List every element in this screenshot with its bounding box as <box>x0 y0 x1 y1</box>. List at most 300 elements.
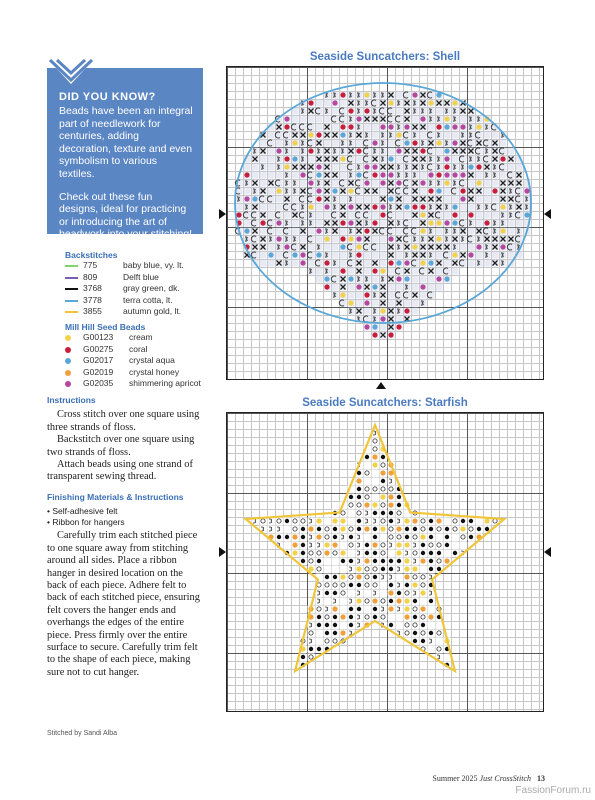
stitch-cell <box>363 140 370 147</box>
stitch-cell <box>331 116 338 123</box>
stitch-cell <box>420 108 427 115</box>
stitch-cell <box>348 574 355 581</box>
stitch-cell <box>283 204 290 211</box>
stitch-cell <box>356 100 363 107</box>
stitch-cell <box>380 124 387 131</box>
stitch-cell <box>372 494 379 501</box>
stitch-cell <box>396 148 403 155</box>
stitch-cell <box>332 284 339 291</box>
stitch-cell <box>308 132 315 139</box>
stitch-cell <box>380 140 387 147</box>
legend-code: 3778 <box>83 294 102 305</box>
stitch-cell <box>332 196 339 203</box>
stitch-cell <box>356 92 363 99</box>
stitch-cell <box>436 116 443 123</box>
stitch-cell <box>492 156 499 163</box>
stitch-cell <box>524 204 531 211</box>
stitch-cell <box>412 188 419 195</box>
stitch-cell <box>340 252 347 259</box>
stitch-cell <box>452 196 459 203</box>
stitch-cell <box>444 558 451 565</box>
stitch-cell <box>340 236 347 243</box>
stitch-cell <box>403 92 410 99</box>
stitch-cell <box>404 534 411 541</box>
stitch-cell <box>260 236 267 243</box>
stitch-cell <box>276 518 283 525</box>
legend-name: crystal honey <box>129 366 180 377</box>
stitch-cell <box>436 534 443 541</box>
stitch-cell <box>483 156 490 163</box>
did-you-know-paragraph-1: Beads have been an integral part of needlework for centuries, adding decoration, texture and even symbolism to various textiles. <box>59 105 193 180</box>
stitch-cell <box>412 252 419 259</box>
stitch-cell <box>452 260 459 267</box>
stitch-cell <box>276 526 283 533</box>
stitch-cell <box>275 180 282 187</box>
stitch-cell <box>300 172 307 179</box>
stitch-cell <box>340 566 347 573</box>
stitch-cell <box>324 124 331 131</box>
stitch-cell <box>244 236 251 243</box>
stitch-cell <box>284 196 291 203</box>
stitch-cell <box>276 220 283 227</box>
stitch-cell <box>300 220 307 227</box>
stitch-cell <box>452 100 459 107</box>
stitch-cell <box>396 236 403 243</box>
stitch-cell <box>356 550 363 557</box>
stitch-cell <box>268 236 275 243</box>
stitch-cell <box>324 614 331 621</box>
stitch-cell <box>348 212 355 219</box>
stitch-cell <box>372 502 379 509</box>
stitch-cell <box>484 212 491 219</box>
stitch-cell <box>332 172 339 179</box>
stitch-cell <box>372 228 379 235</box>
stitch-cell <box>468 526 475 533</box>
stitch-cell <box>356 236 363 243</box>
stitch-cell <box>499 164 506 171</box>
stitch-cell <box>340 196 347 203</box>
stitch-cell <box>468 260 475 267</box>
stitch-cell <box>484 180 491 187</box>
stitch-cell <box>444 172 451 179</box>
stitch-cell <box>484 124 491 131</box>
stitch-cell <box>435 212 442 219</box>
stitch-cell <box>372 180 379 187</box>
stitch-cell <box>396 124 403 131</box>
stitch-cell <box>444 164 451 171</box>
stitch-cell <box>420 574 427 581</box>
bead-swatch <box>65 358 71 364</box>
stitch-cell <box>284 124 291 131</box>
stitch-cell <box>364 478 371 485</box>
stitch-cell <box>380 614 387 621</box>
stitch-cell <box>348 252 355 259</box>
stitch-cell <box>372 196 379 203</box>
stitch-cell <box>420 550 427 557</box>
stitch-cell <box>283 252 290 259</box>
stitch-cell <box>396 324 403 331</box>
stitch-cell <box>308 212 315 219</box>
stitch-cell <box>412 622 419 629</box>
stitch-cell <box>460 132 467 139</box>
stitch-cell <box>372 446 379 453</box>
stitch-cell <box>316 614 323 621</box>
stitch-cell <box>332 124 339 131</box>
stitch-cell <box>252 228 259 235</box>
stitch-cell <box>396 526 403 533</box>
stitch-cell <box>436 526 443 533</box>
stitch-cell <box>388 244 395 251</box>
stitch-cell <box>396 92 403 99</box>
stitch-cell <box>380 92 387 99</box>
stitch-cell <box>444 534 451 541</box>
stitch-cell <box>340 622 347 629</box>
stitch-cell <box>492 188 499 195</box>
stitch-cell <box>516 220 523 227</box>
stitch-cell <box>284 180 291 187</box>
stitch-cell <box>484 188 491 195</box>
stitch-cell <box>452 124 459 131</box>
stitch-cell <box>356 510 363 517</box>
stitch-cell <box>380 534 387 541</box>
stitch-cell <box>348 502 355 509</box>
stitch-cell <box>436 284 443 291</box>
stitch-cell <box>324 598 331 605</box>
stitch-cell <box>324 108 331 115</box>
stitch-cell <box>388 486 395 493</box>
stitch-cell <box>484 244 491 251</box>
stitch-cell <box>348 566 355 573</box>
stitch-cell <box>348 92 355 99</box>
stitch-cell <box>283 228 290 235</box>
stitch-cell <box>332 220 339 227</box>
stitch-cell <box>260 148 267 155</box>
stitch-cell <box>324 220 331 227</box>
stitch-cell <box>244 188 251 195</box>
stitch-cell <box>380 156 387 163</box>
stitch-cell <box>380 244 387 251</box>
stitch-cell <box>428 646 435 653</box>
stitch-cell <box>339 300 346 307</box>
stitch-cell <box>500 204 507 211</box>
stitch-cell <box>420 630 427 637</box>
stitch-cell <box>460 236 467 243</box>
backstitches-legend <box>65 250 184 318</box>
stitch-cell <box>316 124 323 131</box>
instructions-heading: Instructions <box>47 395 96 405</box>
stitch-cell <box>428 228 435 235</box>
stitch-cell <box>292 140 299 147</box>
stitch-cell <box>492 252 499 259</box>
stitch-cell <box>443 268 450 275</box>
stitch-cell <box>356 606 363 613</box>
stitch-cell <box>444 244 451 251</box>
stitch-cell <box>307 188 314 195</box>
stitch-cell <box>420 236 427 243</box>
stitch-cell <box>428 260 435 267</box>
legend-code: 809 <box>83 271 98 282</box>
stitch-cell <box>251 220 258 227</box>
stitch-cell <box>348 148 355 155</box>
stitch-cell <box>372 614 379 621</box>
stitch-cell <box>371 244 378 251</box>
stitch-cell <box>300 244 307 251</box>
stitch-cell <box>427 164 434 171</box>
stitch-cell <box>356 260 363 267</box>
stitch-cell <box>508 196 515 203</box>
stitch-cell <box>252 244 259 251</box>
stitch-cell <box>372 454 379 461</box>
stitch-cell <box>364 590 371 597</box>
center-arrow-icon <box>376 381 386 389</box>
stitch-cell <box>380 300 387 307</box>
stitch-cell <box>260 204 267 211</box>
stitch-cell <box>420 622 427 629</box>
stitch-cell <box>332 268 339 275</box>
stitch-cell <box>387 116 394 123</box>
stitch-cell <box>276 148 283 155</box>
stitch-cell <box>388 188 395 195</box>
stitch-cell <box>412 220 419 227</box>
stitch-cell <box>500 196 507 203</box>
stitch-cell <box>268 244 275 251</box>
stitch-cell <box>356 268 363 275</box>
stitch-cell <box>420 220 427 227</box>
stitch-cell <box>364 308 371 315</box>
stitch-cell <box>356 558 363 565</box>
stitch-cell <box>284 534 291 541</box>
stitch-cell <box>436 140 443 147</box>
stitch-cell <box>396 590 403 597</box>
stitch-cell <box>460 534 467 541</box>
stitch-cell <box>356 486 363 493</box>
stitch-cell <box>292 220 299 227</box>
stitch-cell <box>364 164 371 171</box>
stitch-cell <box>324 260 331 267</box>
stitch-cell <box>436 550 443 557</box>
stitch-cell <box>308 116 315 123</box>
stitch-cell <box>484 196 491 203</box>
stitch-cell <box>316 646 323 653</box>
stitch-cell <box>396 100 403 107</box>
stitch-cell <box>508 156 515 163</box>
stitch-cell <box>396 494 403 501</box>
stitch-cell <box>404 284 411 291</box>
stitch-cell <box>420 606 427 613</box>
stitch-cell <box>316 164 323 171</box>
stitch-cell <box>508 212 515 219</box>
stitch-cell <box>348 220 355 227</box>
stitch-cell <box>268 204 275 211</box>
stitch-cell <box>388 204 395 211</box>
stitch-cell <box>500 244 507 251</box>
stitch-cell <box>396 284 403 291</box>
stitch-cell <box>396 502 403 509</box>
legend-name: cream <box>129 332 153 343</box>
stitch-cell <box>356 300 363 307</box>
stitch-cell <box>412 268 419 275</box>
stitch-cell <box>476 124 483 131</box>
stitch-cell <box>388 268 395 275</box>
stitch-cell <box>372 518 379 525</box>
stitch-cell <box>420 614 427 621</box>
stitch-cell <box>316 606 323 613</box>
stitch-cell <box>380 196 387 203</box>
stitch-cell <box>380 550 387 557</box>
stitch-cell <box>412 534 419 541</box>
stitch-cell <box>444 550 451 557</box>
stitch-cell <box>412 276 419 283</box>
stitch-cell <box>420 124 427 131</box>
center-arrow-icon <box>219 209 227 219</box>
stitch-cell <box>292 188 299 195</box>
stitch-cell <box>316 212 323 219</box>
stitch-cell <box>380 454 387 461</box>
stitch-cell <box>420 212 427 219</box>
stitch-cell <box>340 292 347 299</box>
stitch-cell <box>348 116 355 123</box>
stitch-cell <box>332 148 339 155</box>
stitch-cell <box>356 156 363 163</box>
stitch-cell <box>396 622 403 629</box>
stitch-cell <box>332 598 339 605</box>
stitch-cell <box>492 180 499 187</box>
stitch-cell <box>307 124 314 131</box>
legend-name: baby blue, vy. lt. <box>123 260 184 271</box>
stitch-cell <box>388 510 395 517</box>
stitch-cell <box>468 228 475 235</box>
stitch-cell <box>340 598 347 605</box>
stitch-cell <box>308 148 315 155</box>
stitch-cell <box>476 116 483 123</box>
stitch-cell <box>332 614 339 621</box>
legend-name: autumn gold, lt. <box>123 306 182 317</box>
backstitch-swatch <box>65 300 78 302</box>
starfish-chart-symbols <box>227 413 542 710</box>
stitch-cell <box>420 116 427 123</box>
stitch-cell <box>300 132 307 139</box>
stitch-cell <box>356 228 363 235</box>
stitch-cell <box>412 212 419 219</box>
stitch-cell <box>420 534 427 541</box>
stitch-cell <box>356 204 363 211</box>
stitch-cell <box>420 100 427 107</box>
stitch-cell <box>484 236 491 243</box>
stitch-cell <box>292 196 299 203</box>
stitch-cell <box>364 462 371 469</box>
stitch-cell <box>452 204 459 211</box>
stitch-cell <box>252 172 259 179</box>
stitch-cell <box>348 606 355 613</box>
stitch-cell <box>436 276 443 283</box>
bead-swatch <box>65 370 71 376</box>
stitch-cell <box>444 180 451 187</box>
stitch-cell <box>500 188 507 195</box>
stitch-cell <box>380 308 387 315</box>
page-number: 13 <box>537 774 545 783</box>
legend-name: coral <box>129 343 148 354</box>
stitch-cell <box>324 606 331 613</box>
stitch-cell <box>348 132 355 139</box>
stitch-cell <box>388 132 395 139</box>
stitch-cell <box>388 622 395 629</box>
stitch-cell <box>492 196 499 203</box>
stitch-cell <box>268 252 275 259</box>
stitch-cell <box>340 92 347 99</box>
stitch-cell <box>380 100 387 107</box>
stitch-cell <box>428 236 435 243</box>
stitch-cell <box>364 284 371 291</box>
stitch-cell <box>507 172 514 179</box>
stitch-cell <box>372 212 379 219</box>
legend-code: 775 <box>83 260 98 271</box>
stitch-cell <box>372 156 379 163</box>
stitch-cell <box>356 518 363 525</box>
stitch-cell <box>476 204 483 211</box>
stitch-cell <box>364 188 371 195</box>
stitch-cell <box>316 140 323 147</box>
stitch-cell <box>452 550 459 557</box>
stitch-cell <box>372 534 379 541</box>
stitch-cell <box>476 164 483 171</box>
stitch-cell <box>388 518 395 525</box>
stitch-cell <box>244 164 251 171</box>
stitch-cell <box>260 188 267 195</box>
stitch-cell <box>380 518 387 525</box>
stitch-cell <box>452 148 459 155</box>
stitch-cell <box>380 332 387 339</box>
stitch-cell <box>356 116 363 123</box>
stitch-cell <box>332 260 339 267</box>
stitch-cell <box>260 212 267 219</box>
stitch-cell <box>508 236 515 243</box>
stitch-cell <box>460 542 467 549</box>
stitch-cell <box>412 124 419 131</box>
stitch-cell <box>452 252 459 259</box>
stitch-cell <box>308 156 315 163</box>
beads-table <box>65 332 201 390</box>
stitch-cell <box>404 550 411 557</box>
stitch-cell <box>380 526 387 533</box>
stitch-cell <box>324 172 331 179</box>
footer-magazine: Just CrossStitch <box>479 774 531 783</box>
stitch-cell <box>372 566 379 573</box>
center-arrow-icon <box>219 547 227 557</box>
stitch-cell <box>515 196 522 203</box>
stitch-cell <box>292 212 299 219</box>
stitch-cell <box>428 542 435 549</box>
stitch-cell <box>444 100 451 107</box>
stitch-cell <box>340 558 347 565</box>
stitch-cell <box>476 526 483 533</box>
stitch-cell <box>452 156 459 163</box>
stitch-cell <box>308 268 315 275</box>
stitch-cell <box>372 308 379 315</box>
stitch-cell <box>316 172 323 179</box>
stitch-cell <box>412 518 419 525</box>
stitch-cell <box>372 260 379 267</box>
stitch-cell <box>364 526 371 533</box>
center-arrow-icon <box>543 547 551 557</box>
stitch-cell <box>420 518 427 525</box>
stitch-cell <box>468 220 475 227</box>
stitch-cell <box>340 228 347 235</box>
stitch-cell <box>340 204 347 211</box>
stitch-cell <box>316 518 323 525</box>
stitch-cell <box>292 534 299 541</box>
stitch-cell <box>444 228 451 235</box>
stitch-cell <box>420 188 427 195</box>
